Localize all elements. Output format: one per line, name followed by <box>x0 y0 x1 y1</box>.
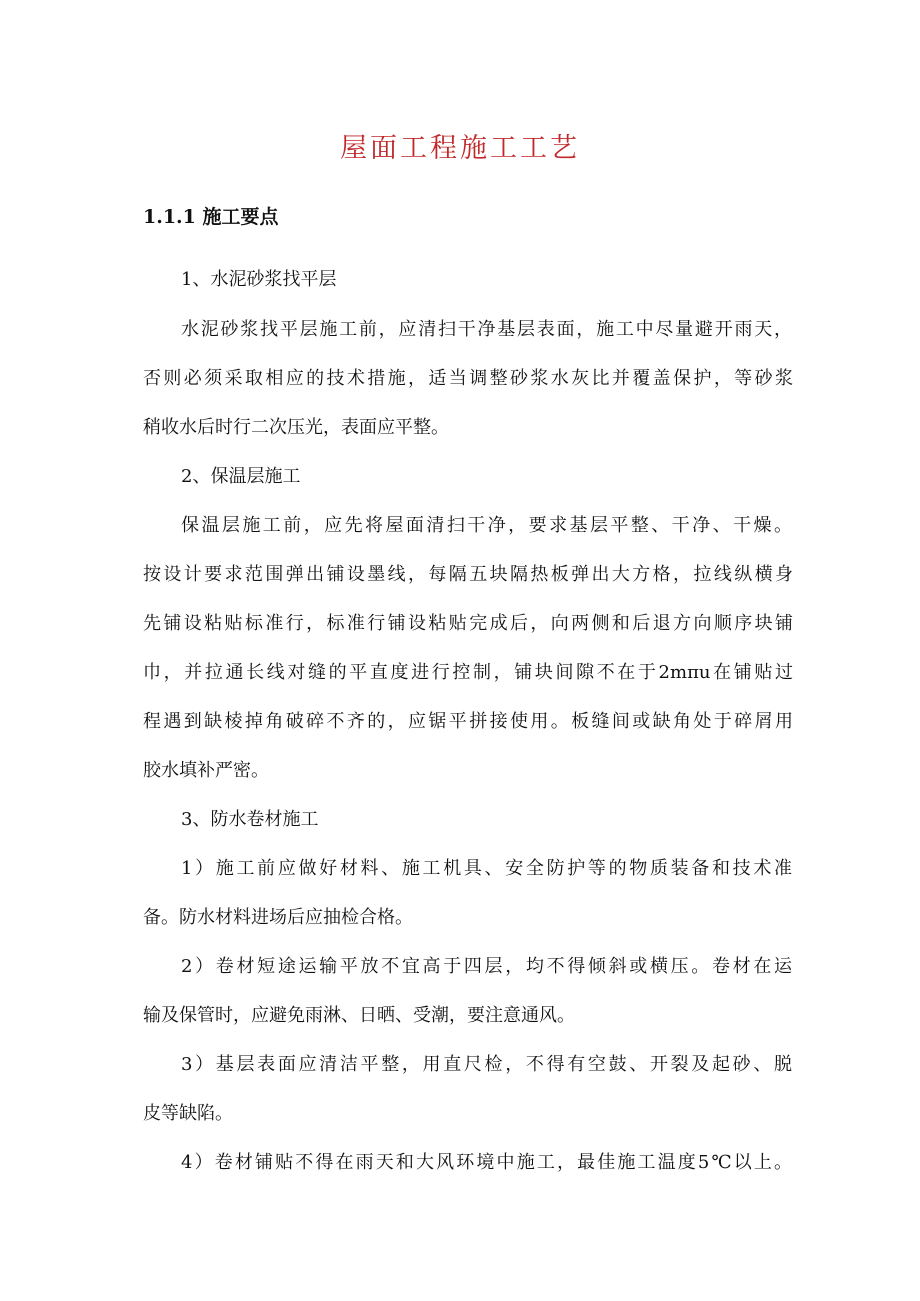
paragraph-line: 巾，并拉通长线对缝的平直度进行控制，铺块间隙不在于2mπu在铺贴过 <box>143 662 793 683</box>
paragraph-line: 3）基层表面应清洁平整，用直尺检，不得有空鼓、开裂及起砂、脱 <box>181 1054 792 1075</box>
document-title: 屋面工程施工工艺 <box>340 133 580 164</box>
section-heading: 1.1.1 施工要点 <box>143 206 279 228</box>
paragraph-line: 保温层施工前，应先将屋面清扫干净，要求基层平整、干净、干燥。 <box>181 515 792 536</box>
paragraph-line: 程遇到缺棱掉角破碎不齐的，应锯平拼接使用。板缝间或缺角处于碎屑用 <box>143 711 793 732</box>
paragraph-line: 4）卷材铺贴不得在雨天和大风环境中施工，最佳施工温度5℃以上。 <box>181 1152 792 1173</box>
paragraph-line: 胶水填补严密。 <box>143 760 269 781</box>
paragraph-line: 输及保管时，应避免雨淋、日晒、受潮，要注意通风。 <box>143 1005 575 1026</box>
paragraph-line: 稍收水后时行二次压光，表面应平整。 <box>143 417 449 438</box>
subsection-heading-3: 3、防水卷材施工 <box>181 809 319 830</box>
paragraph-line: 按设计要求范围弹出铺设墨线，每隔五块隔热板弹出大方格，拉线纵横身 <box>143 564 793 585</box>
paragraph-line: 水泥砂浆找平层施工前，应清扫干净基层表面，施工中尽量避开雨天， <box>181 319 792 340</box>
paragraph-line: 先铺设粘贴标准行，标准行铺设粘贴完成后，向两侧和后退方向顺序块铺 <box>143 613 793 634</box>
subsection-heading-1: 1、水泥砂浆找平层 <box>181 269 337 290</box>
subsection-heading-2: 2、保温层施工 <box>181 466 301 487</box>
paragraph-line: 备。防水材料进场后应抽检合格。 <box>143 907 413 928</box>
paragraph-line: 1）施工前应做好材料、施工机具、安全防护等的物质装备和技术准 <box>181 858 792 879</box>
paragraph-line: 2）卷材短途运输平放不宜高于四层，均不得倾斜或横压。卷材在运 <box>181 956 792 977</box>
paragraph-line: 否则必须采取相应的技术措施，适当调整砂浆水灰比并覆盖保护，等砂浆 <box>143 368 793 389</box>
paragraph-line: 皮等缺陷。 <box>143 1103 233 1124</box>
